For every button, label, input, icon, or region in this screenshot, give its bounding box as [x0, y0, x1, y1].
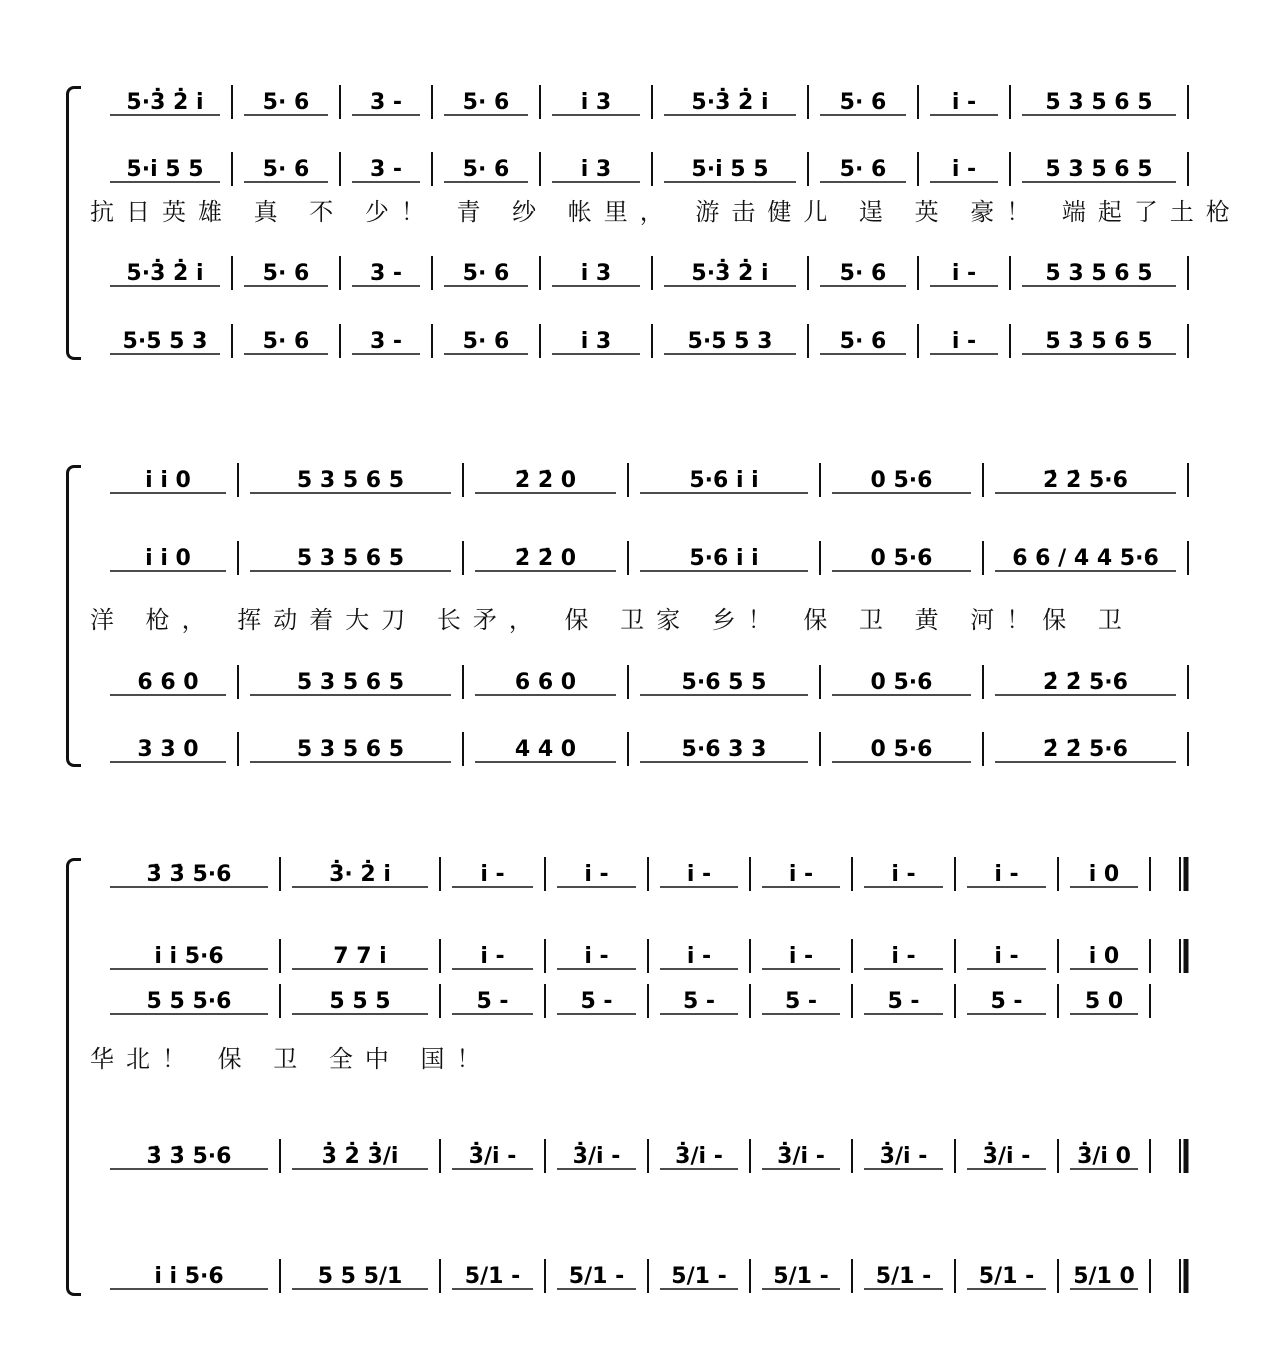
measure-notes: 3̇ 3̇ 5·6 [146, 1144, 232, 1169]
measure-notes: i - [891, 944, 916, 969]
measure-notes: i 3 [580, 157, 612, 182]
measure-notes: 5·3̇ 2̇ i [691, 90, 769, 115]
measure-notes: 3 - [369, 157, 403, 182]
measure-notes: 3̇ 2̇ 3̇/i [321, 1144, 399, 1169]
measure-notes: i - [994, 862, 1019, 887]
measure-notes: 5 - [682, 989, 716, 1014]
measure-notes: 5/1 - [464, 1264, 521, 1289]
measure-notes: i - [951, 157, 977, 182]
measure-notes: 5 3 5 6 5 [296, 468, 405, 493]
measure-notes: 5 - [580, 989, 613, 1014]
measure-notes: i i 5·6 [154, 1264, 224, 1289]
measure-notes: 5· 6 [262, 261, 310, 286]
measure-notes: i - [951, 329, 977, 354]
measure-notes: 5 3 5 6 5 [1045, 261, 1153, 286]
measure-notes: i 0 [1088, 862, 1120, 887]
measure-notes: 3̇/i - [982, 1144, 1031, 1169]
lyric-line-1: 抗日英雄 真 不 少！ 青 纱 帐里， 游击健儿 逞 英 豪！ 端起了土枪 [90, 198, 1242, 226]
measure-notes: 3 - [369, 90, 403, 115]
measure-notes: i i 5·6 [154, 944, 224, 969]
measure-notes: 5· 6 [462, 329, 510, 354]
measure-notes: i 3 [580, 90, 612, 115]
measure-notes: i - [788, 862, 814, 887]
measure-notes: 0 5·6 [870, 737, 933, 762]
measure-notes: 5· 6 [462, 157, 510, 182]
measure-notes: 2̇ 2̇ 5·6 [1043, 670, 1128, 695]
measure-notes: 5· 6 [262, 329, 310, 354]
measure-notes: 3̇/i - [572, 1144, 621, 1169]
measure-notes: 5 - [476, 989, 509, 1014]
measure-notes: 5·3̇ 2̇ i [126, 261, 204, 286]
measure-notes: 5 - [887, 989, 920, 1014]
lyric-line-2: 洋 枪， 挥动着大刀 长矛， 保 卫家 乡！ 保 卫 黄 河！保 卫 [90, 606, 1134, 634]
measure-notes: 4 4 0 [514, 737, 577, 762]
measure-notes: 3 - [369, 261, 403, 286]
measure-notes: 3̇/i - [777, 1144, 825, 1169]
measure-notes: 5 3 5 6 5 [1045, 157, 1153, 182]
measure-notes: 5· 6 [462, 90, 510, 115]
lyric-line-3: 华北！ 保 卫 全中 国！ [90, 1045, 493, 1073]
measure-notes: 5 3 5 6 5 [296, 737, 405, 762]
measure-notes: i - [686, 862, 712, 887]
measure-notes: 5 5 5/1 [317, 1264, 403, 1289]
measure-notes: 5 3 5 6 5 [1045, 90, 1153, 115]
measure-notes: i - [686, 944, 712, 969]
measure-notes: 3 - [369, 329, 403, 354]
measure-notes: 3̇ 3̇ 5·6 [146, 862, 232, 887]
measure-notes: 5·6 i i [689, 468, 759, 493]
measure-notes: i - [480, 944, 505, 969]
measure-notes: i 3 [580, 329, 612, 354]
measure-notes: i 0 [1088, 944, 1120, 969]
measure-notes: 5 5 5 [329, 989, 391, 1014]
measure-notes: i - [788, 944, 814, 969]
measure-notes: 5·5 5 3 [687, 329, 773, 354]
measure-notes: 5 - [990, 989, 1023, 1014]
measure-notes: 3̇/i - [468, 1144, 517, 1169]
measure-notes: 5/1 - [671, 1264, 727, 1289]
measure-notes: 5/1 - [978, 1264, 1035, 1289]
measure-notes: 5·6 i i [689, 546, 759, 571]
measure-notes: 3̇/i - [879, 1144, 928, 1169]
measure-notes: i i 0 [145, 546, 191, 571]
measure-notes: 5 3 5 6 5 [1045, 329, 1153, 354]
measure-notes: 2̇ 2̇ 5·6 [1043, 468, 1128, 493]
measure-notes: 0 5·6 [870, 546, 933, 571]
measure-notes: 3 3 0 [137, 737, 199, 762]
measure-notes: 5·3̇ 2̇ i [691, 261, 769, 286]
measure-notes: i - [891, 862, 916, 887]
measure-notes: 2̇ 2̇ 0 [514, 468, 577, 493]
measure-notes: i - [951, 261, 977, 286]
measure-notes: 0 5·6 [870, 670, 933, 695]
measure-notes: 5/1 - [875, 1264, 932, 1289]
measure-notes: 6 6 0 [514, 670, 577, 695]
measure-notes: 0 5·6 [870, 468, 933, 493]
measure-notes: 5· 6 [262, 157, 310, 182]
measure-notes: 7 7 i [333, 944, 387, 969]
measure-notes: i - [584, 944, 609, 969]
measure-notes: 5/1 - [568, 1264, 625, 1289]
measure-notes: i - [480, 862, 505, 887]
measure-notes: i - [584, 862, 609, 887]
measure-notes: 2̇ 2̇ 0 [514, 546, 577, 571]
measure-notes: 5 3 5 6 5 [296, 546, 405, 571]
measure-notes: 6 6 / 4 4 5·6 [1012, 546, 1159, 571]
measure-notes: 5· 6 [839, 261, 887, 286]
measure-notes: 5 3 5 6 5 [296, 670, 405, 695]
measure-notes: i i 0 [145, 468, 191, 493]
measure-notes: i - [994, 944, 1019, 969]
measure-notes: 5·6 3 3 [681, 737, 767, 762]
measure-notes: 6 6 0 [137, 670, 199, 695]
measure-notes: 5· 6 [839, 157, 887, 182]
measure-notes: i - [951, 90, 977, 115]
measure-notes: 3̇· 2̇ i [329, 862, 391, 887]
measure-notes: 5 - [784, 989, 818, 1014]
measure-notes: 5 0 [1084, 989, 1124, 1014]
measure-notes: 2̇ 2̇ 5·6 [1043, 737, 1128, 762]
measure-notes: 5/1 0 [1073, 1264, 1135, 1289]
measure-notes: 5· 6 [262, 90, 310, 115]
measure-notes: i 3 [580, 261, 612, 286]
measure-notes: 3̇/i - [675, 1144, 723, 1169]
measure-notes: 5·5 5 3 [122, 329, 208, 354]
measure-notes: 5·i 5 5 [691, 157, 769, 182]
measure-notes: 5·i 5 5 [126, 157, 204, 182]
measure-notes: 5 5 5·6 [146, 989, 232, 1014]
measure-notes: 5· 6 [462, 261, 510, 286]
measure-notes: 5·6 5 5 [681, 670, 767, 695]
measure-notes: 5· 6 [839, 90, 887, 115]
measure-notes: 5/1 - [773, 1264, 829, 1289]
measure-notes: 5·3̇ 2̇ i [126, 90, 204, 115]
measure-notes: 3̇/i 0 [1077, 1144, 1131, 1169]
measure-notes: 5· 6 [839, 329, 887, 354]
